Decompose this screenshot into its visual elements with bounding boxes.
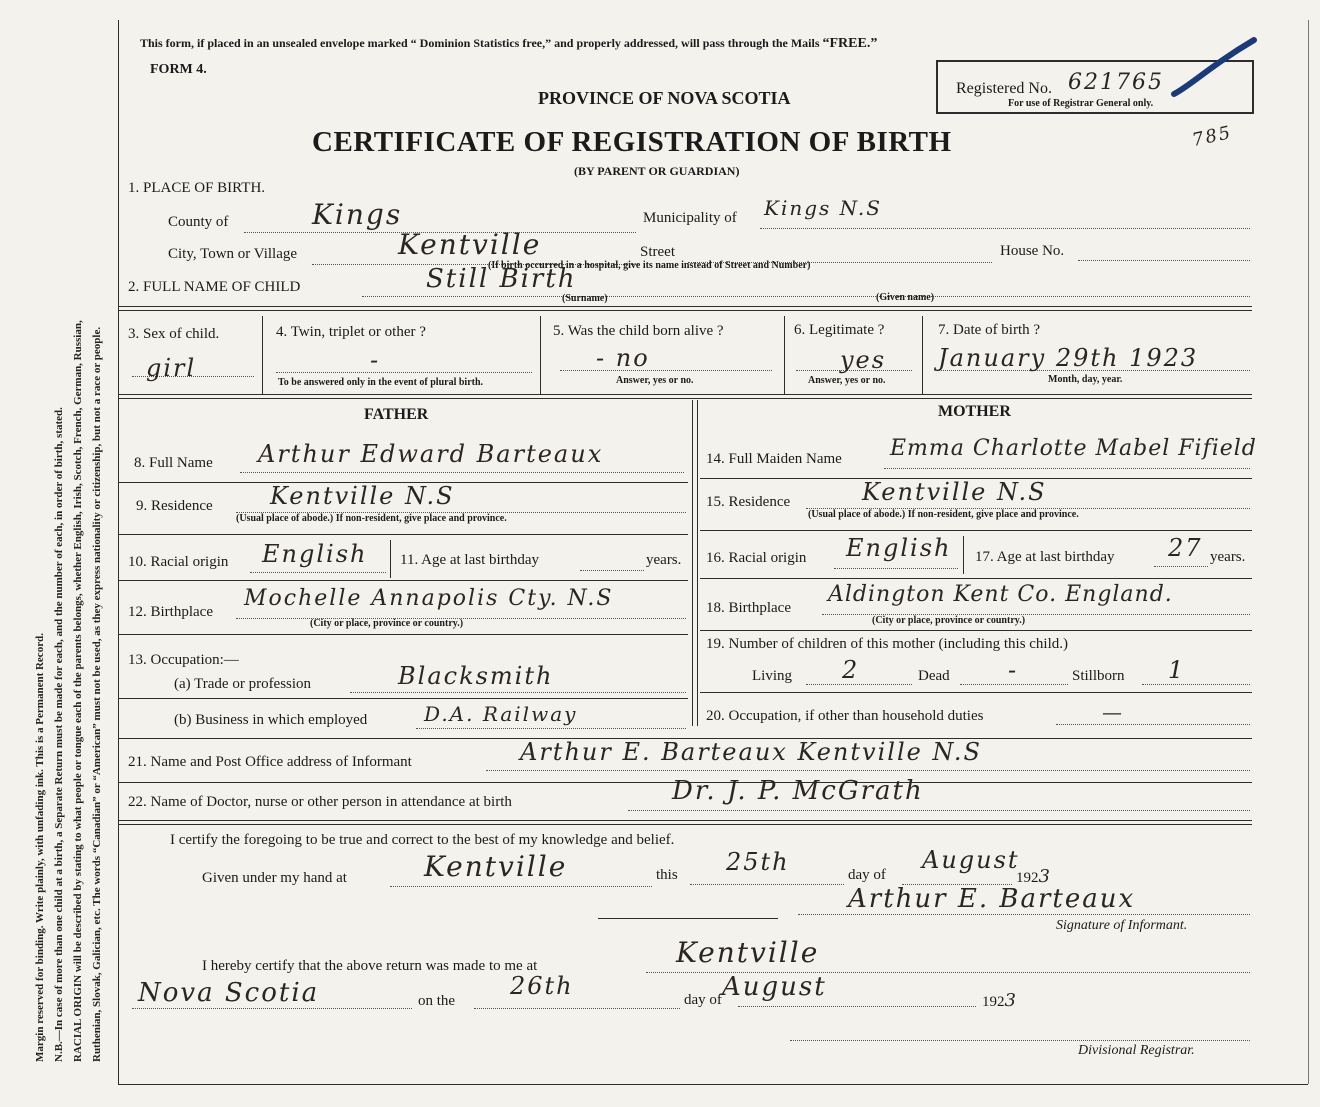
- stillborn-label: Stillborn: [1072, 668, 1125, 684]
- cert-year-prefix: 192: [1016, 870, 1039, 886]
- dead-label: Dead: [918, 668, 950, 684]
- registrar-province-line: [132, 1008, 412, 1009]
- registrar-month-value: August: [722, 972, 827, 1002]
- house-line: [1078, 260, 1250, 261]
- twin-label: 4. Twin, triplet or other ?: [276, 324, 426, 340]
- registrar-month-line: [738, 1006, 976, 1007]
- father-rule-2: [118, 534, 688, 535]
- signature-line: [798, 914, 1250, 915]
- province-heading: PROVINCE OF NOVA SCOTIA: [538, 88, 791, 108]
- father-name-value: Arthur Edward Barteaux: [258, 440, 604, 468]
- father-residence-value: Kentville N.S: [270, 482, 455, 510]
- mother-race-line: [834, 568, 958, 569]
- page-right-edge: [1308, 20, 1309, 1084]
- margin-note-nationality: Ruthenian, Slovak, Galician, etc. The words “Canadian” or “American” must not be used, as they express nationality or citizenship, but not a race or people.: [91, 326, 103, 1062]
- registrar-signature-line: [790, 1040, 1250, 1041]
- cert-day-value: 25th: [726, 848, 790, 876]
- father-trade-label: (a) Trade or profession: [174, 676, 312, 692]
- registrar-day-value: 26th: [510, 972, 574, 1000]
- street-note: (If birth occurred in a hospital, give its name instead of Street and Number): [488, 260, 811, 271]
- alive-value: - no: [596, 344, 650, 372]
- mother-age-label: 17. Age at last birthday: [975, 549, 1115, 565]
- child-name-value: Still Birth: [426, 264, 577, 294]
- father-birthplace-note: (City or place, province or country.): [310, 618, 464, 629]
- dob-label: 7. Date of birth ?: [938, 322, 1041, 338]
- father-business-label: (b) Business in which employed: [174, 712, 368, 728]
- alive-note: Answer, yes or no.: [616, 375, 694, 386]
- mother-age-value: 27: [1168, 534, 1203, 562]
- mother-occupation-line: [1056, 724, 1250, 725]
- child-name-line: [362, 296, 1250, 297]
- surname-caption: (Surname): [562, 293, 608, 304]
- doctor-line: [628, 810, 1250, 811]
- twin-line: [276, 372, 532, 373]
- binding-margin-rule: [118, 20, 119, 1085]
- mother-age-divider: [963, 536, 964, 574]
- margin-note-racial-origin: RACIAL ORIGIN will be described by stating to what people or tongue each of the parents belongs, whether English, Irish, Scotch, French, German, Russian,: [72, 320, 84, 1062]
- mother-name-line: [884, 468, 1250, 469]
- sex-label: 3. Sex of child.: [128, 326, 220, 342]
- mother-race-label: 16. Racial origin: [706, 550, 807, 566]
- street-label: Street: [640, 244, 675, 260]
- informant-value: Arthur E. Barteaux Kentville N.S: [520, 738, 982, 766]
- page-title: CERTIFICATE OF REGISTRATION OF BIRTH: [312, 126, 952, 158]
- section-divider-2: [118, 394, 1252, 399]
- registrar-day-line: [474, 1008, 680, 1009]
- father-race-value: English: [262, 540, 368, 568]
- mother-residence-value: Kentville N.S: [862, 478, 1047, 506]
- living-label: Living: [752, 668, 792, 684]
- mother-occupation-label: 20. Occupation, if other than household duties: [706, 708, 984, 724]
- parent-column-rule-a: [692, 400, 693, 726]
- father-age-unit: years.: [646, 552, 682, 568]
- registrar-place-value: Kentville: [676, 936, 820, 969]
- father-rule-4: [118, 634, 688, 635]
- page-subtitle: (BY PARENT OR GUARDIAN): [574, 164, 740, 178]
- section-divider-5: [118, 820, 1252, 825]
- mother-age-unit: years.: [1210, 549, 1246, 565]
- mother-age-line: [1154, 566, 1208, 567]
- signature-caption: Signature of Informant.: [1056, 918, 1188, 933]
- registrar-day-of-label: day of: [684, 992, 722, 1008]
- registrar-year-prefix: 192: [982, 994, 1005, 1010]
- father-trade-value: Blacksmith: [398, 662, 554, 690]
- place-heading: 1. PLACE OF BIRTH.: [128, 180, 266, 196]
- municipality-label: Municipality of: [643, 210, 737, 226]
- city-label: City, Town or Village: [168, 246, 298, 262]
- mother-name-value: Emma Charlotte Mabel Fifield: [890, 436, 1257, 461]
- father-birthplace-label: 12. Birthplace: [128, 604, 213, 620]
- mailing-note-text: This form, if placed in an unsealed envelope marked “ Dominion Statistics free,” and properly addressed, will pass through the Mails: [140, 36, 823, 50]
- legitimate-label: 6. Legitimate ?: [794, 322, 885, 338]
- margin-note-plural-birth: N.B.—In case of more than one child at a birth, a Separate Return must be made for each, and the number of each, in order of birth, stated.: [53, 407, 65, 1062]
- informant-line: [486, 770, 1250, 771]
- stillborn-line: [1142, 684, 1250, 685]
- registrar-caption: Divisional Registrar.: [1078, 1043, 1195, 1058]
- twin-value: -: [370, 346, 381, 374]
- mother-rule-4: [700, 630, 1252, 631]
- registrar-province-value: Nova Scotia: [138, 978, 320, 1008]
- cert-day-of-label: day of: [848, 867, 886, 883]
- mother-occupation-value: —: [1102, 700, 1124, 724]
- father-age-line: [580, 570, 644, 571]
- father-business-line: [416, 728, 686, 729]
- page-bottom-rule: [118, 1084, 1308, 1085]
- given-place-line: [390, 886, 652, 887]
- father-race-line: [250, 572, 386, 573]
- cert-day-line: [690, 884, 844, 885]
- dob-value: January 29th 1923: [938, 344, 1199, 372]
- father-occupation-label: 13. Occupation:—: [128, 652, 239, 668]
- alive-label: 5. Was the child born alive ?: [553, 323, 724, 339]
- mother-name-label: 14. Full Maiden Name: [706, 451, 842, 467]
- father-rule-5: [118, 698, 688, 699]
- section-divider-1: [118, 306, 1252, 311]
- mother-heading: MOTHER: [938, 403, 1011, 420]
- mailing-note-free: “FREE.”: [822, 36, 878, 51]
- father-name-label: 8. Full Name: [134, 455, 213, 471]
- mother-children-label: 19. Number of children of this mother (including this child.): [706, 636, 1069, 652]
- father-rule-3: [118, 580, 688, 581]
- twin-note: To be answered only in the event of plural birth.: [278, 377, 484, 388]
- on-the-label: on the: [418, 993, 456, 1009]
- dead-line: [960, 684, 1068, 685]
- mother-birthplace-note: (City or place, province or country.): [872, 615, 1026, 626]
- mother-rule-5: [700, 692, 1252, 693]
- mother-residence-note: (Usual place of abode.) If non-resident, give place and province.: [808, 509, 1079, 520]
- father-age-divider: [390, 540, 391, 578]
- father-residence-label: 9. Residence: [136, 498, 213, 514]
- margin-note-binding: Margin reserved for binding. Write plainly, with unfading ink. This is a Permanent Record.: [34, 633, 46, 1062]
- registered-label: Registered No.: [956, 80, 1052, 97]
- child-name-label: 2. FULL NAME OF CHILD: [128, 279, 301, 295]
- father-age-label: 11. Age at last birthday: [400, 552, 539, 568]
- given-label: Given under my hand at: [202, 870, 347, 886]
- row-divider-d: [922, 316, 923, 394]
- registrar-note: For use of Registrar General only.: [1008, 98, 1154, 109]
- stillborn-value: 1: [1168, 656, 1186, 684]
- registered-number: 621765: [1068, 70, 1164, 95]
- municipality-value: Kings N.S: [764, 196, 882, 220]
- legitimate-note: Answer, yes or no.: [808, 375, 886, 386]
- stamp-mark: 785: [1190, 122, 1235, 151]
- mother-race-value: English: [846, 534, 952, 562]
- row-divider-a: [262, 316, 263, 394]
- county-label: County of: [168, 214, 229, 230]
- registrar-year: [982, 990, 1016, 1011]
- father-business-value: D.A. Railway: [424, 702, 578, 726]
- mother-rule-3: [700, 578, 1252, 579]
- county-value: Kings: [312, 198, 403, 231]
- form-number: FORM 4.: [150, 62, 207, 77]
- alive-line: [560, 370, 772, 371]
- certification-statement: I certify the foregoing to be true and correct to the best of my knowledge and belief.: [170, 832, 675, 848]
- row-divider-c: [784, 316, 785, 394]
- given-name-caption: (Given name): [876, 292, 935, 303]
- house-label: House No.: [1000, 243, 1065, 259]
- father-birthplace-value: Mochelle Annapolis Cty. N.S: [244, 586, 614, 611]
- living-value: 2: [842, 656, 860, 684]
- check-mark-icon: [1170, 36, 1260, 106]
- given-place-value: Kentville: [424, 850, 568, 883]
- this-label: this: [656, 867, 678, 883]
- dead-value: -: [1008, 656, 1019, 684]
- registrar-year-value: 3: [1004, 990, 1016, 1011]
- mother-rule-2: [700, 530, 1252, 531]
- doctor-label: 22. Name of Doctor, nurse or other person in attendance at birth: [128, 794, 512, 810]
- father-heading: FATHER: [364, 406, 429, 423]
- living-line: [806, 684, 912, 685]
- mother-residence-label: 15. Residence: [706, 494, 791, 510]
- cert-year-value: 3: [1038, 866, 1050, 887]
- legitimate-value: yes: [840, 346, 887, 374]
- father-name-line: [240, 472, 684, 473]
- city-value: Kentville: [398, 228, 542, 261]
- dob-note: Month, day, year.: [1048, 374, 1123, 385]
- mother-birthplace-label: 18. Birthplace: [706, 600, 791, 616]
- sex-value: girl: [146, 354, 197, 382]
- row-divider-b: [540, 316, 541, 394]
- father-residence-note: (Usual place of abode.) If non-resident, give place and province.: [236, 513, 507, 524]
- registrar-statement: I hereby certify that the above return was made to me at: [202, 958, 538, 974]
- father-race-label: 10. Racial origin: [128, 554, 229, 570]
- signature-separator: [598, 918, 778, 919]
- father-trade-line: [350, 692, 686, 693]
- doctor-value: Dr. J. P. McGrath: [672, 776, 924, 806]
- cert-month-value: August: [922, 846, 1020, 874]
- parent-column-rule-b: [697, 400, 698, 726]
- informant-label: 21. Name and Post Office address of Informant: [128, 754, 412, 770]
- mailing-note: [140, 36, 877, 52]
- informant-signature: Arthur E. Barteaux: [848, 884, 1136, 914]
- municipality-line: [760, 228, 1250, 229]
- mother-birthplace-value: Aldington Kent Co. England.: [828, 582, 1173, 607]
